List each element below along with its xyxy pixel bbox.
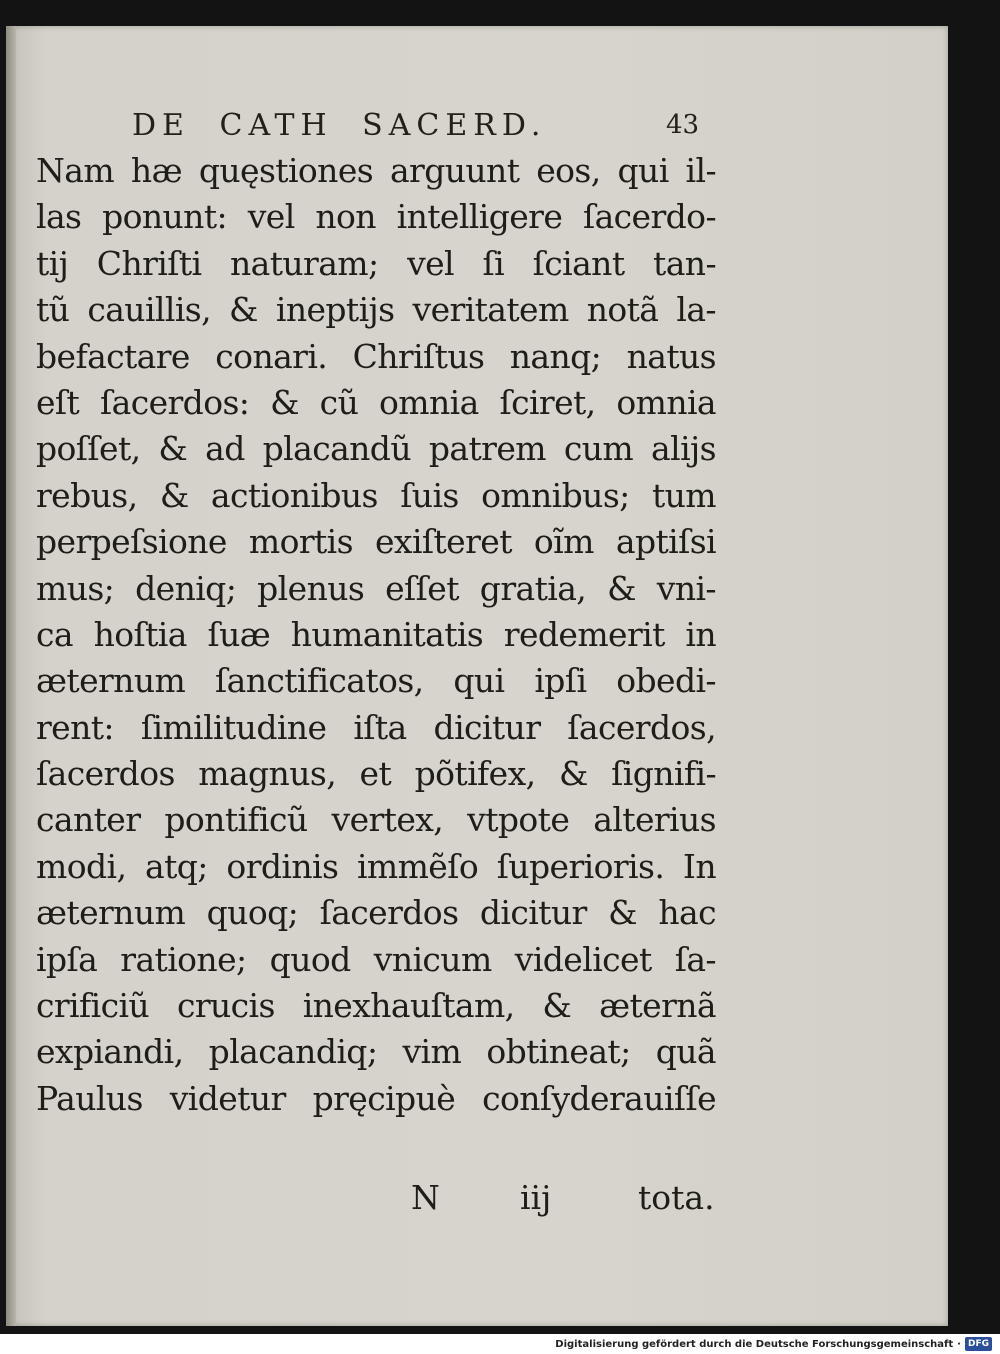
text-line: poſſet, & ad placandũ patrem cum alijs bbox=[36, 429, 716, 469]
text-block bbox=[36, 148, 716, 1122]
text-line: crificiũ crucis inexhauſtam, & æternã bbox=[36, 986, 716, 1026]
footer-separator: · bbox=[957, 1338, 961, 1350]
dfg-logo-icon: DFG bbox=[965, 1337, 992, 1351]
text-line: Nam hæ quęstiones arguunt eos, qui il- bbox=[36, 151, 716, 190]
text-line: perpeſsione mortis exiſteret oĩm aptiſsi bbox=[36, 522, 716, 562]
text-line: mus; deniq; plenus eſſet gratia, & vni- bbox=[36, 568, 716, 608]
book-page bbox=[6, 26, 948, 1326]
text-line: las ponunt: vel non intelligere ſacerdo- bbox=[36, 197, 716, 237]
catchline bbox=[6, 1178, 948, 1224]
signature-mark: N bbox=[411, 1178, 440, 1217]
text-line: tij Chriſti naturam; vel ſi ſciant tan- bbox=[36, 243, 716, 283]
text-line: expiandi, placandiq; vim obtineat; quã bbox=[36, 1032, 716, 1072]
text-line: ca hoſtia ſuæ humanitatis redemerit in bbox=[36, 614, 716, 654]
text-line: rebus, & actionibus ſuis omnibus; tum bbox=[36, 475, 716, 515]
text-line: befactare conari. Chriſtus nanq; natus bbox=[36, 336, 716, 376]
page-number: 43 bbox=[666, 110, 700, 140]
text-line: modi, atq; ordinis immẽſo ſuperioris. In bbox=[36, 846, 716, 886]
text-line: rent: ſimilitudine iſta dicitur ſacerdos, bbox=[36, 707, 716, 747]
text-line: Paulus videtur pręcipuè conſyderauiſſe bbox=[36, 1078, 716, 1118]
text-line: canter pontificũ vertex, vtpote alterius bbox=[36, 800, 716, 840]
text-line: æternum ſanctificatos, qui ipſi obedi- bbox=[36, 661, 716, 701]
digitization-footer bbox=[555, 1336, 992, 1352]
catchword: tota. bbox=[638, 1178, 715, 1217]
text-line: eſt ſacerdos: & cũ omnia ſciret, omnia bbox=[36, 382, 716, 422]
running-head: DE CATH SACERD. bbox=[132, 108, 547, 143]
page-gutter-edge bbox=[6, 26, 16, 1326]
text-line: æternum quoq; ſacerdos dicitur & hac bbox=[36, 893, 716, 933]
footer-credit-text: Digitalisierung gefördert durch die Deutsche Forschungsgemeinschaft bbox=[555, 1338, 954, 1350]
text-line: ſacerdos magnus, et põtifex, & ſignifi- bbox=[36, 754, 716, 794]
text-line: ipſa ratione; quod vnicum videlicet ſa- bbox=[36, 939, 716, 979]
text-line: tũ cauillis, & ineptijs veritatem notã la- bbox=[36, 290, 716, 330]
signature-number: iij bbox=[520, 1178, 552, 1217]
